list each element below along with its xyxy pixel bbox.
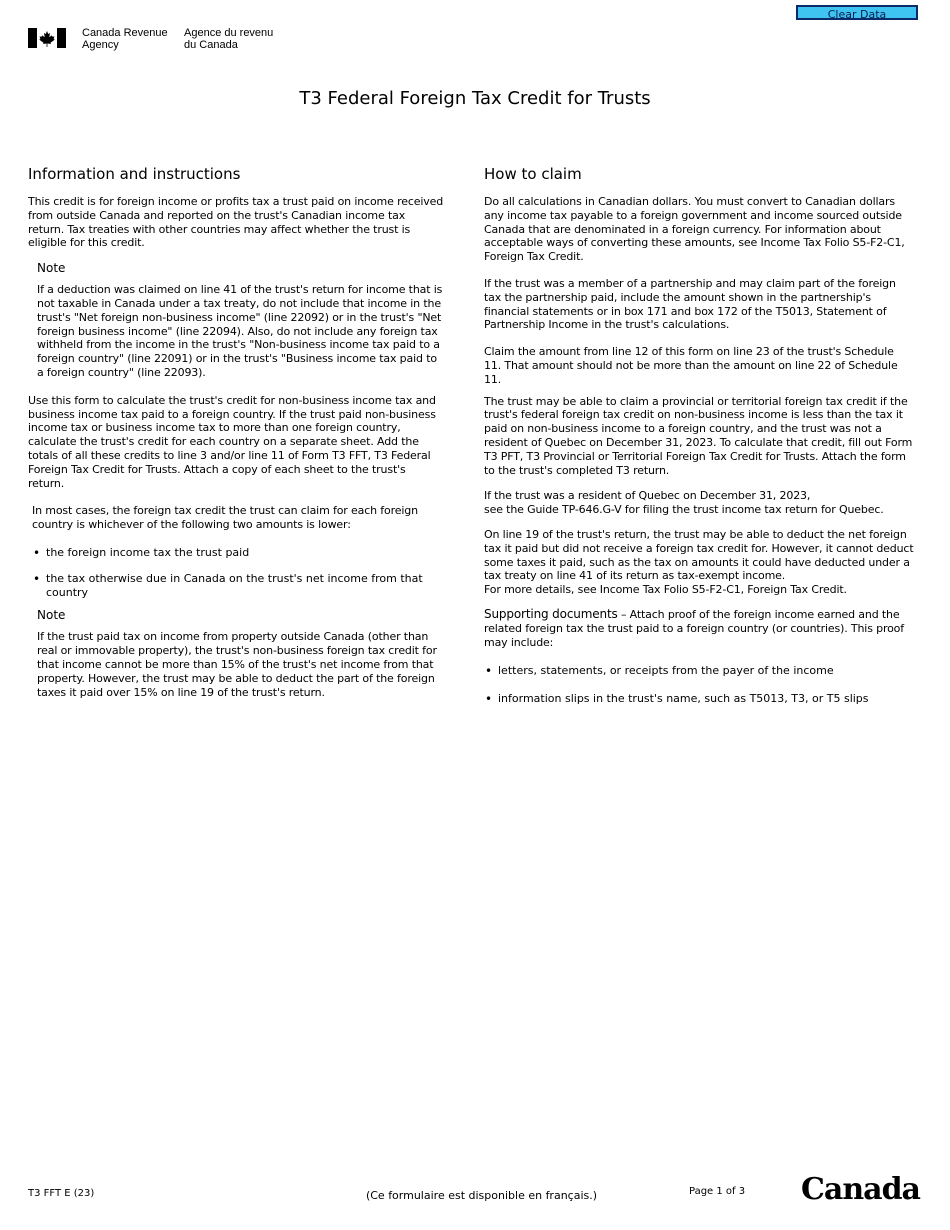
how-to-claim-section [484,165,914,706]
more-details-text: For more details, see Income Tax Folio S5-F2-C1, Foreign Tax Credit. [484,583,847,597]
note-box-1 [37,261,444,380]
note-text: If the trust paid tax on income from property outside Canada (other than real or immovable property), the trust's non-business foreign tax credit for that income cannot be more than 15% of the trust's net income from that property. However, the trust may be able to deduct the part of the foreign taxes it paid over 15% on line 19 of the trust's return. [37,630,437,699]
calculations-paragraph: Do all calculations in Canadian dollars. You must convert to Canadian dollars any income tax payable to a foreign government and income sourced outside Canada that are denominated in a foreign currency. For information about acceptable ways of converting these amounts, see Income Tax Folio S5-F2-C1, Foreign Tax Credit. [484,195,905,264]
supporting-bullet-list [480,664,914,706]
page-number: Page 1 of 3 [689,1186,746,1197]
provincial-credit-paragraph: The trust may be able to claim a provincial or territorial foreign tax credit if the trust's federal foreign tax credit on non-business income is less than the tax it paid on non-business income to a foreign country, and the trust was not a resident of Quebec on December 31, 2023. To calculate that credit, fill out Form T3 PFT, T3 Provincial or Territorial Foreign Tax Credit for Trusts. Attach the form to the trust's completed T3 return. [484,394,913,477]
most-cases-paragraph: In most cases, the foreign tax credit the trust can claim for each foreign country is whichever of the following two amounts is lower: [32,504,418,532]
agency-name-french: Agence du revenu du Canada [184,27,274,51]
form-code: T3 FFT E (23) [28,1188,95,1199]
use-form-paragraph: Use this form to calculate the trust's credit for non-business income tax and business income tax paid to a foreign country. If the trust paid non-business income tax or business income tax to more than one foreign country, calculate the trust's credit for each country on a separate sheet. Add the totals of all these credits to line 3 and/or line 11 of Form T3 FFT, T3 Federal Foreign Tax Credit for Trusts. Attach a copy of each sheet to the trust's return. [28,393,436,490]
french-availability-note: (Ce formulaire est disponible en français.) [365,1189,598,1202]
quebec-line: If the trust was a resident of Quebec on December 31, 2023, [484,489,811,503]
information-instructions-section [28,165,444,699]
list-item: • the tax otherwise due in Canada on the trust's net income from that country [28,572,444,600]
claim-amount-paragraph: Claim the amount from line 12 of this form on line 23 of the trust's Schedule 11. That amount should not be more than the amount on line 22 of Schedule 11. [484,345,898,386]
list-item: • information slips in the trust's name, such as T5013, T3, or T5 slips [480,692,914,706]
deduction-paragraph [484,528,914,597]
list-item: • letters, statements, or receipts from the payer of the income [480,664,914,678]
partnership-paragraph: If the trust was a member of a partnership and may claim part of the foreign tax the partnership paid, include the amount shown in the partnership's financial statements or in box 171 and box 172 of the T5013, Statement of Partnership Income in the trust's calculations. [484,276,896,332]
note-label: Note [37,261,66,276]
supporting-documents-text: – Attach proof of the foreign income earned and the related foreign tax the trust paid to a foreign country (or countries). This proof may include: [484,607,904,649]
note-label: Note [37,608,66,623]
canada-flag-icon [28,28,66,48]
quebec-paragraph [484,489,914,517]
credit-bullet-list [28,546,444,599]
note-text: If a deduction was claimed on line 41 of the trust's return for income that is not taxable in Canada under a tax treaty, do not include that income in the trust's "Net foreign non-business income" (line 22092) or in the trust's "Net foreign business income" (line 22094). Also, do not include any foreign tax withheld from the income in the trust's "Non-business income tax paid to a foreign country" (line 22091) or in the trust's "Business income tax paid to a foreign country" (line 22093). [37,283,443,379]
deduction-text: On line 19 of the trust's return, the trust may be able to deduct the net foreign tax it paid but did not receive a foreign tax credit for. However, it cannot deduct some taxes it paid, such as the tax on amounts it could have deducted under a tax treaty on line 41 of its return as tax-exempt income. [484,527,914,583]
list-item: • the foreign income tax the trust paid [28,546,444,560]
clear-data-button[interactable]: Clear Data [796,5,918,20]
supporting-documents-paragraph [484,608,914,649]
section-heading-information: Information and instructions [28,165,241,183]
section-heading-how-to-claim: How to claim [484,165,582,183]
canada-wordmark-logo: Canada [801,1172,920,1207]
quebec-guide-line: see the Guide TP-646.G-V for filing the trust income tax return for Quebec. [484,503,884,517]
intro-paragraph: This credit is for foreign income or profits tax a trust paid on income received from outside Canada and reported on the trust's Canadian income tax return. Tax treaties with other countries may affect whether the trust is eligible for this credit. [28,195,444,250]
form-title: T3 Federal Foreign Tax Credit for Trusts [299,88,651,109]
supporting-documents-label: Supporting documents [484,606,618,621]
note-box-2 [37,608,444,699]
agency-name-english: Canada Revenue Agency [82,27,168,51]
